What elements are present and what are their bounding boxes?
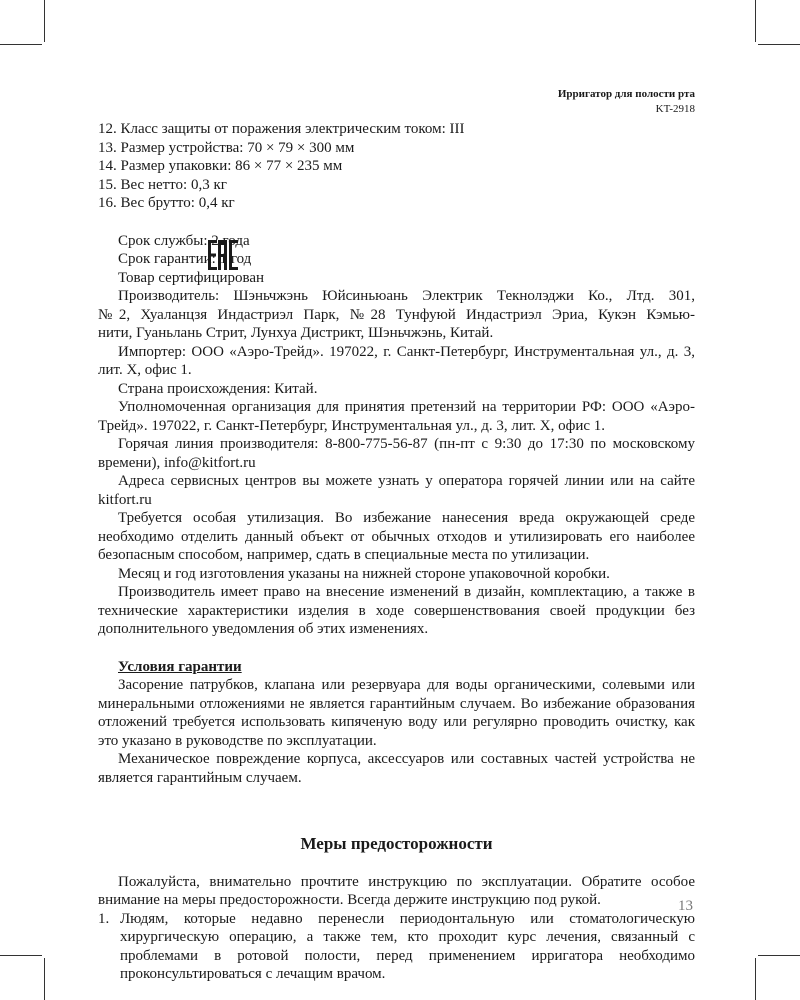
precaution-item xyxy=(98,910,695,984)
crop-mark xyxy=(0,44,42,45)
warranty-paragraph: Засорение патрубков, клапана или резервуара для воды органическими, солевыми или минеральными отложениями не является гарантийным случаем. Во избежание образования отложений требуется использовать кипяченую воду или регулярно проводить очистку, как это указано в руководстве по эксплуатации. xyxy=(98,677,695,749)
crop-mark xyxy=(755,958,756,1000)
manufacturer-line: нити, Гуаньлань Стрит, Лунхуа Дистрикт, Шэньчжэнь, Китай. xyxy=(98,325,494,341)
spec-line: 13. Размер устройства: 70 × 79 × 300 мм xyxy=(98,139,355,156)
running-header xyxy=(558,87,695,117)
header-model: KT-2918 xyxy=(655,103,695,115)
service-life: Срок службы: 2 года xyxy=(118,232,250,249)
spec-line: 16. Вес брутто: 0,4 кг xyxy=(98,195,235,211)
precautions-heading: Меры предосторожности xyxy=(300,834,493,853)
certified-note: Товар сертифицирован xyxy=(118,269,265,286)
precaution-item-number: 1. xyxy=(98,910,110,927)
crop-mark xyxy=(44,958,45,1000)
crop-mark xyxy=(0,955,42,956)
crop-mark xyxy=(44,0,45,42)
precautions-intro: Пожалуйста, внимательно прочтите инструкцию по эксплуатации. Обратите особое внимание на меры предосторожности. Всегда держите инструкцию под рукой. xyxy=(98,873,695,908)
warranty-period: Срок гарантии: 1 год xyxy=(118,251,252,267)
origin-country: Страна происхождения: Китай. xyxy=(118,380,318,397)
importer: Импортер: ООО «Аэро-Трейд». 197022, г. Санкт-Петербург, Инструментальная ул., д. 3, лит. Х, офис 1. xyxy=(98,343,695,378)
hotline: Горячая линия производителя: 8-800-775-56-87 (пн-пт с 9:30 до 17:30 по московскому времени), info@kitfort.ru xyxy=(98,436,695,471)
warranty-conditions-heading: Условия гарантии xyxy=(118,658,242,675)
crop-mark xyxy=(755,0,756,42)
authorized-organization: Уполномоченная организация для принятия претензий на территории РФ: ООО «Аэро-Трейд». 197022, г. Санкт-Петербург, Инструментальная ул., д. 3, лит. Х, офис 1. xyxy=(98,399,695,434)
crop-mark xyxy=(758,955,800,956)
changes-note: Производитель имеет право на внесение изменений в дизайн, комплектацию, а также в технические характеристики изделия в ходе совершенствования своей продукции без дополнительного уведомления об этих изменениях. xyxy=(98,584,695,637)
disposal-note: Требуется особая утилизация. Во избежание нанесения вреда окружающей среде необходимо отделить данный объект от обычных отходов и утилизировать его наиболее безопасным способом, например, сдать в специальные места по утилизации. xyxy=(98,510,695,563)
warranty-paragraph: Механическое повреждение корпуса, аксессуаров или составных частей устройства не является гарантийным случаем. xyxy=(98,751,695,786)
production-date-note: Месяц и год изготовления указаны на нижней стороне упаковочной коробки. xyxy=(118,565,610,582)
page-number: 13 xyxy=(678,898,693,914)
precaution-item-text: Людям, которые недавно перенесли периодонтальную или стоматологическую хирургическую операцию, а также тем, кто проходит курс лечения, связанный с проблемами в ротовой полости, перед применением ирригатора необходимо проконсультироваться с лечащим врачом. xyxy=(120,910,695,982)
header-title: Ирригатор для полости рта xyxy=(557,88,695,100)
spec-line: 14. Размер упаковки: 86 × 77 × 235 мм xyxy=(98,158,343,174)
manufacturer-line: Производитель: Шэньчжэнь Юйсиньюань Электрик Текнолэджи Ко., Лтд. 301, xyxy=(118,288,695,304)
service-centers: Адреса сервисных центров вы можете узнать у оператора горячей линии или на сайте kitfort.ru xyxy=(98,473,695,508)
page-content xyxy=(98,120,695,984)
spec-line: 15. Вес нетто: 0,3 кг xyxy=(98,176,227,193)
spec-line: 12. Класс защиты от поражения электрическим током: III xyxy=(98,121,465,137)
crop-mark xyxy=(758,44,800,45)
manufacturer-line: №2, Хуаланцзя Индастриэл Парк, №28 Тунфуюй Индастриэл Эриа, Кукэн Кэмью- xyxy=(98,306,695,323)
